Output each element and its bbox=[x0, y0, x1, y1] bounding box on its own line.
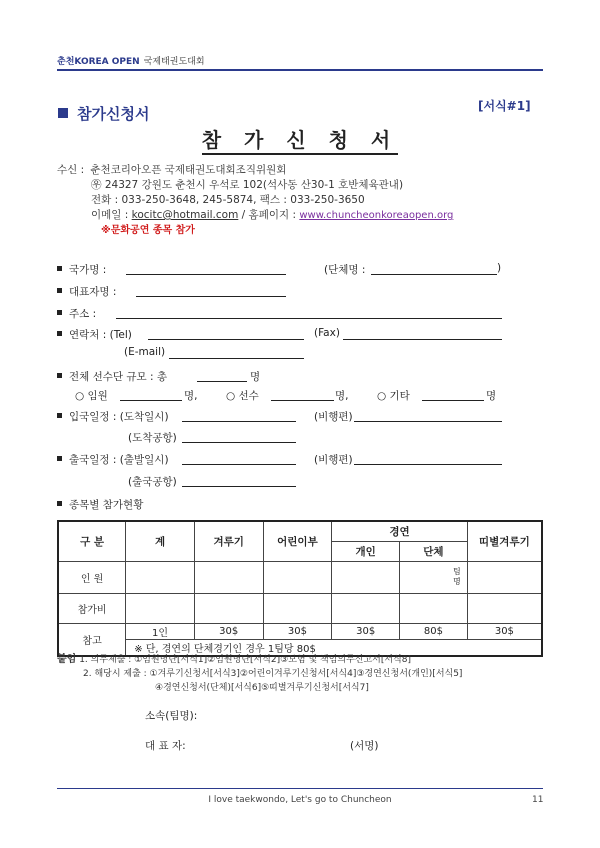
address-input-line[interactable] bbox=[116, 318, 502, 319]
athletes-unit: 명, bbox=[335, 390, 349, 402]
entry-date-input-line[interactable] bbox=[182, 421, 296, 422]
table-row bbox=[58, 623, 542, 639]
bullet-icon bbox=[57, 266, 62, 271]
bullet-icon bbox=[57, 310, 62, 315]
field-contact-label: 연락처 : (Tel) bbox=[69, 329, 132, 341]
cell-input[interactable] bbox=[332, 561, 400, 593]
email-field-label: (E-mail) bbox=[124, 346, 166, 358]
row-label-fee: 참가비 bbox=[58, 593, 126, 623]
row-label-reference: 참고 bbox=[58, 623, 126, 656]
field-representative-label: 대표자명 : bbox=[69, 286, 117, 298]
main-title-text: 참 가 신 청 서 bbox=[202, 128, 398, 155]
country-input-line[interactable] bbox=[126, 274, 286, 275]
bullet-icon bbox=[57, 501, 62, 506]
cell-input[interactable] bbox=[400, 593, 468, 623]
fee-belt-sparring: 30$ bbox=[467, 623, 542, 639]
recipient-address: ㉾ 24327 강원도 춘천시 우석로 102(석사동 산30-1 호반체육관내) bbox=[91, 179, 404, 191]
recipient-label: 수신 : bbox=[57, 164, 85, 176]
field-address bbox=[57, 306, 96, 321]
attachments bbox=[57, 653, 462, 695]
email-link[interactable]: kocitc@hotmail.com bbox=[131, 209, 239, 221]
field-team-label: (단체명 : bbox=[324, 264, 366, 276]
footer-slogan: I love taekwondo, Let's go to Chuncheon bbox=[208, 795, 392, 805]
homepage-label: / 홈페이지 : bbox=[241, 209, 296, 221]
others-input-line[interactable] bbox=[422, 400, 484, 401]
field-address-label: 주소 : bbox=[69, 308, 97, 320]
exit-airport-label: (출국공항) bbox=[128, 476, 177, 488]
recipient-block bbox=[57, 163, 453, 238]
header-individual: 개인 bbox=[332, 541, 400, 561]
others-unit: 명 bbox=[486, 390, 497, 402]
fee-per-person: 1인 bbox=[126, 623, 195, 639]
cell-input[interactable] bbox=[332, 593, 400, 623]
footer-divider bbox=[57, 788, 543, 789]
header-sparring: 겨루기 bbox=[194, 521, 263, 561]
entry-airport-input-line[interactable] bbox=[182, 442, 296, 443]
table-row bbox=[58, 561, 542, 593]
cell-input[interactable] bbox=[467, 593, 542, 623]
field-total-label: 전체 선수단 규모 : 총 bbox=[69, 371, 168, 383]
officials-label: ○ 임원 bbox=[75, 390, 108, 402]
officials-input-line[interactable] bbox=[120, 400, 182, 401]
team-unit[interactable]: 팀 명 bbox=[400, 561, 468, 593]
bullet-icon bbox=[57, 373, 62, 378]
fee-poomsae-team: 80$ bbox=[400, 623, 468, 639]
team-input-line[interactable] bbox=[371, 274, 497, 275]
section-title bbox=[58, 103, 149, 124]
header-category: 구 분 bbox=[58, 521, 126, 561]
field-country bbox=[57, 262, 106, 277]
attachments-line1: 1. 의무제출 : ①임원명단[서식1]②임원명단[서식2]③보험 및 책임의무신고서[서식8] bbox=[79, 655, 412, 665]
fax-input-line[interactable] bbox=[343, 339, 502, 340]
field-entry-label: 입국일정 : (도착일시) bbox=[69, 411, 169, 423]
fee-sparring: 30$ bbox=[194, 623, 263, 639]
email-input-line[interactable] bbox=[169, 358, 304, 359]
athletes-input-line[interactable] bbox=[271, 400, 334, 401]
athletes-label: ○ 선수 bbox=[226, 390, 259, 402]
table-row bbox=[58, 593, 542, 623]
attachments-line3: ④경연신청서(단체)[서식6]⑤띠별겨루기신청서[서식7] bbox=[155, 683, 369, 693]
fee-poomsae-individual: 30$ bbox=[332, 623, 400, 639]
participation-table bbox=[57, 520, 543, 657]
exit-flight-input-line[interactable] bbox=[354, 464, 502, 465]
page-number: 11 bbox=[532, 795, 544, 805]
row-label-personnel: 인 원 bbox=[58, 561, 126, 593]
header-total: 계 bbox=[126, 521, 195, 561]
field-exit bbox=[57, 452, 169, 467]
table-header-row bbox=[58, 521, 542, 541]
entry-flight-label: (비행편) bbox=[314, 411, 353, 423]
representative-input-line[interactable] bbox=[136, 296, 286, 297]
form-number: [서식#1] bbox=[478, 99, 531, 113]
fax-label: (Fax) bbox=[314, 327, 340, 339]
main-title bbox=[0, 124, 600, 153]
entry-airport-label: (도착공항) bbox=[128, 432, 177, 444]
bullet-icon bbox=[57, 413, 62, 418]
exit-date-input-line[interactable] bbox=[182, 464, 296, 465]
field-total bbox=[57, 369, 167, 384]
field-country-label: 국가명 : bbox=[69, 264, 107, 276]
bullet-icon bbox=[57, 456, 62, 461]
field-representative bbox=[57, 284, 116, 299]
exit-airport-input-line[interactable] bbox=[182, 486, 296, 487]
attachments-line2: 2. 해당시 제출 : ①겨루기신청서[서식3]②어린이겨루기신청서[서식4]③경연신청서(개인)[서식5] bbox=[83, 669, 463, 679]
signature-mark[interactable]: (서명) bbox=[350, 740, 379, 752]
tel-input-line[interactable] bbox=[148, 339, 304, 340]
field-exit-label: 출국일정 : (출발일시) bbox=[69, 454, 169, 466]
header-belt-sparring: 띠별겨루기 bbox=[467, 521, 542, 561]
header-poomsae: 경연 bbox=[332, 521, 467, 541]
team-close: ) bbox=[497, 262, 502, 274]
exit-flight-label: (비행편) bbox=[314, 454, 353, 466]
header-divider bbox=[57, 69, 543, 71]
field-entry bbox=[57, 409, 169, 424]
bullet-icon bbox=[57, 331, 62, 336]
culture-note: ※문화공연 종목 참가 bbox=[101, 225, 195, 236]
signature-representative-label: 대 표 자: bbox=[145, 740, 186, 752]
field-contact bbox=[57, 327, 132, 342]
attachments-label: 붙임 bbox=[57, 654, 77, 665]
entry-flight-input-line[interactable] bbox=[354, 421, 502, 422]
recipient-org: 춘천코리아오픈 국제태권도대회조직위원회 bbox=[90, 164, 287, 176]
header-team: 단체 bbox=[400, 541, 468, 561]
fee-note: ※ 단, 경연의 단체경기인 경우 1팀당 80$ bbox=[126, 639, 542, 656]
cell-input[interactable] bbox=[194, 593, 263, 623]
recipient-phone: 전화 : 033-250-3648, 245-5874, 팩스 : 033-250-3650 bbox=[91, 194, 365, 206]
square-bullet-icon bbox=[58, 108, 68, 118]
affiliation-label: 소속(팀명): bbox=[145, 710, 198, 722]
header-subtitle: 국제태권도대회 bbox=[143, 57, 205, 67]
cell-input[interactable] bbox=[263, 561, 332, 593]
events-heading bbox=[57, 497, 143, 512]
officials-unit: 명, bbox=[184, 390, 198, 402]
total-unit: 명 bbox=[250, 371, 261, 383]
total-input-line[interactable] bbox=[197, 381, 247, 382]
cell-input[interactable] bbox=[194, 561, 263, 593]
cell-input[interactable] bbox=[126, 561, 195, 593]
cell-input[interactable] bbox=[126, 593, 195, 623]
brand-text: 춘천KOREA OPEN bbox=[57, 57, 140, 67]
events-heading-text: 종목별 참가현황 bbox=[69, 499, 144, 511]
cell-input[interactable] bbox=[467, 561, 542, 593]
header-brand bbox=[57, 54, 205, 67]
homepage-link[interactable]: www.chuncheonkoreaopen.org bbox=[299, 210, 454, 221]
bullet-icon bbox=[57, 288, 62, 293]
header-children: 어린이부 bbox=[263, 521, 332, 561]
email-label: 이메일 : bbox=[91, 209, 129, 221]
section-title-text: 참가신청서 bbox=[77, 105, 150, 123]
fee-children: 30$ bbox=[263, 623, 332, 639]
cell-input[interactable] bbox=[263, 593, 332, 623]
others-label: ○ 기타 bbox=[377, 390, 410, 402]
